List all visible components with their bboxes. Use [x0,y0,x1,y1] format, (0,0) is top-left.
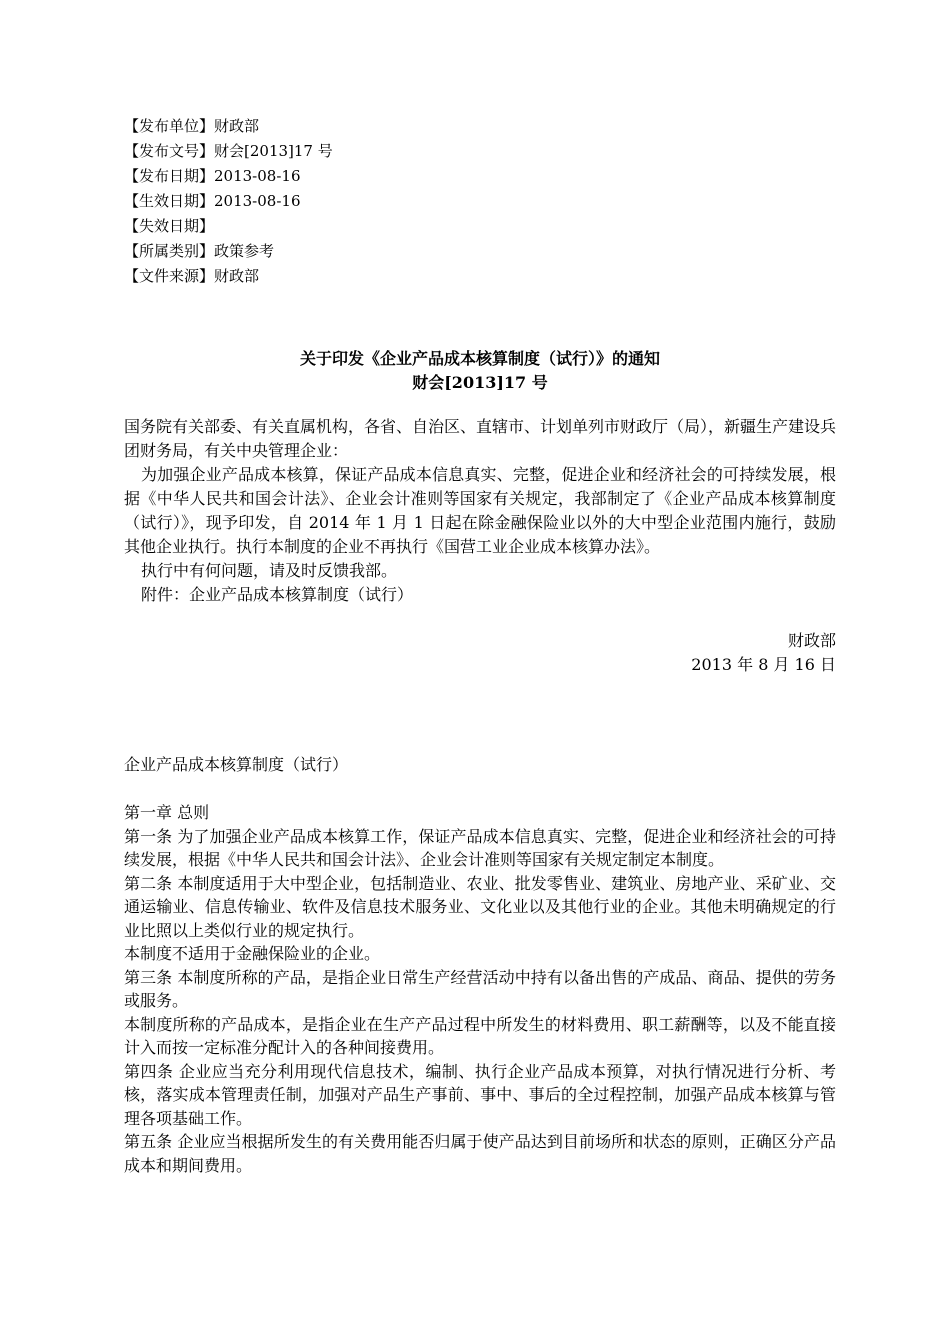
meta-doc-number: 【发布文号】财会[2013]17 号 [124,142,333,160]
regulation-chapter [124,801,836,1177]
notice-title: 关于印发《企业产品成本核算制度（试行）》的通知 [299,349,660,368]
signature-block [124,629,836,677]
article-paragraph: 第一条 为了加强企业产品成本核算工作，保证产品成本信息真实、完整，促进企业和经济社会的可持续发展，根据《中华人民共和国会计法》、企业会计准则等国家有关规定制定本制度。 [124,826,836,869]
meta-issue-date: 【发布日期】2013-08-16 [124,167,301,185]
signer: 财政部 [787,631,836,650]
document-page [124,114,836,1177]
article-paragraph: 第四条 企业应当充分利用现代信息技术，编制、执行企业产品成本预算，对执行情况进行分析、考核，落实成本管理责任制，加强对产品生产事前、事中、事后的全过程控制，加强产品成本核算与管理各项基础工作。 [124,1061,836,1128]
notice-body [124,415,836,607]
meta-expiry-date: 【失效日期】 [124,217,215,235]
article-paragraph: 第三条 本制度所称的产品，是指企业日常生产经营活动中持有以备出售的产成品、商品、提供的劳务或服务。 [124,967,836,1010]
metadata-block [124,114,836,289]
notice-addressee: 国务院有关部委、有关直属机构，各省、自治区、直辖市、计划单列市财政厅（局），新疆生产建设兵团财务局，有关中央管理企业： [124,417,837,460]
meta-issuer: 【发布单位】财政部 [124,117,260,135]
meta-effective-date: 【生效日期】2013-08-16 [124,192,301,210]
notice-paragraph: 执行中有何问题，请及时反馈我部。 [141,561,398,580]
article-paragraph: 第五条 企业应当根据所发生的有关费用能否归属于使产品达到目前场所和状态的原则，正确区分产品成本和期间费用。 [124,1132,836,1175]
notice-attachment: 附件：企业产品成本核算制度（试行） [141,585,414,604]
meta-category: 【所属类别】政策参考 [124,242,275,260]
meta-source: 【文件来源】财政部 [124,267,260,285]
article-paragraph: 本制度所称的产品成本，是指企业在生产产品过程中所发生的材料费用、职工薪酬等，以及不能直接计入而按一定标准分配计入的各种间接费用。 [124,1014,836,1057]
article-paragraph: 本制度不适用于金融保险业的企业。 [124,944,381,963]
article-paragraph: 第二条 本制度适用于大中型企业，包括制造业、农业、批发零售业、建筑业、房地产业、采矿业、交通运输业、信息传输业、软件及信息技术服务业、文化业以及其他行业的企业。其他未明确规定的行业比照以上类似行业的规定执行。 [124,873,836,940]
regulation-title: 企业产品成本核算制度（试行） [124,755,349,774]
notice-title-block [124,347,836,395]
sign-date: 2013 年 8 月 16 日 [691,655,836,674]
chapter-heading: 第一章 总则 [124,803,210,822]
notice-doc-number: 财会[2013]17 号 [412,373,548,392]
notice-paragraph: 为加强企业产品成本核算，保证产品成本信息真实、完整，促进企业和经济社会的可持续发展，根据《中华人民共和国会计法》、企业会计准则等国家有关规定，我部制定了《企业产品成本核算制度（试行）》，现予印发，自 2014 年 1 月 1 日起在除金融保险业以外的大中型企业范围内施行，鼓励其他企业执行。执行本制度的企业不再执行《国营工业企业成本核算办法》。 [124,465,836,556]
